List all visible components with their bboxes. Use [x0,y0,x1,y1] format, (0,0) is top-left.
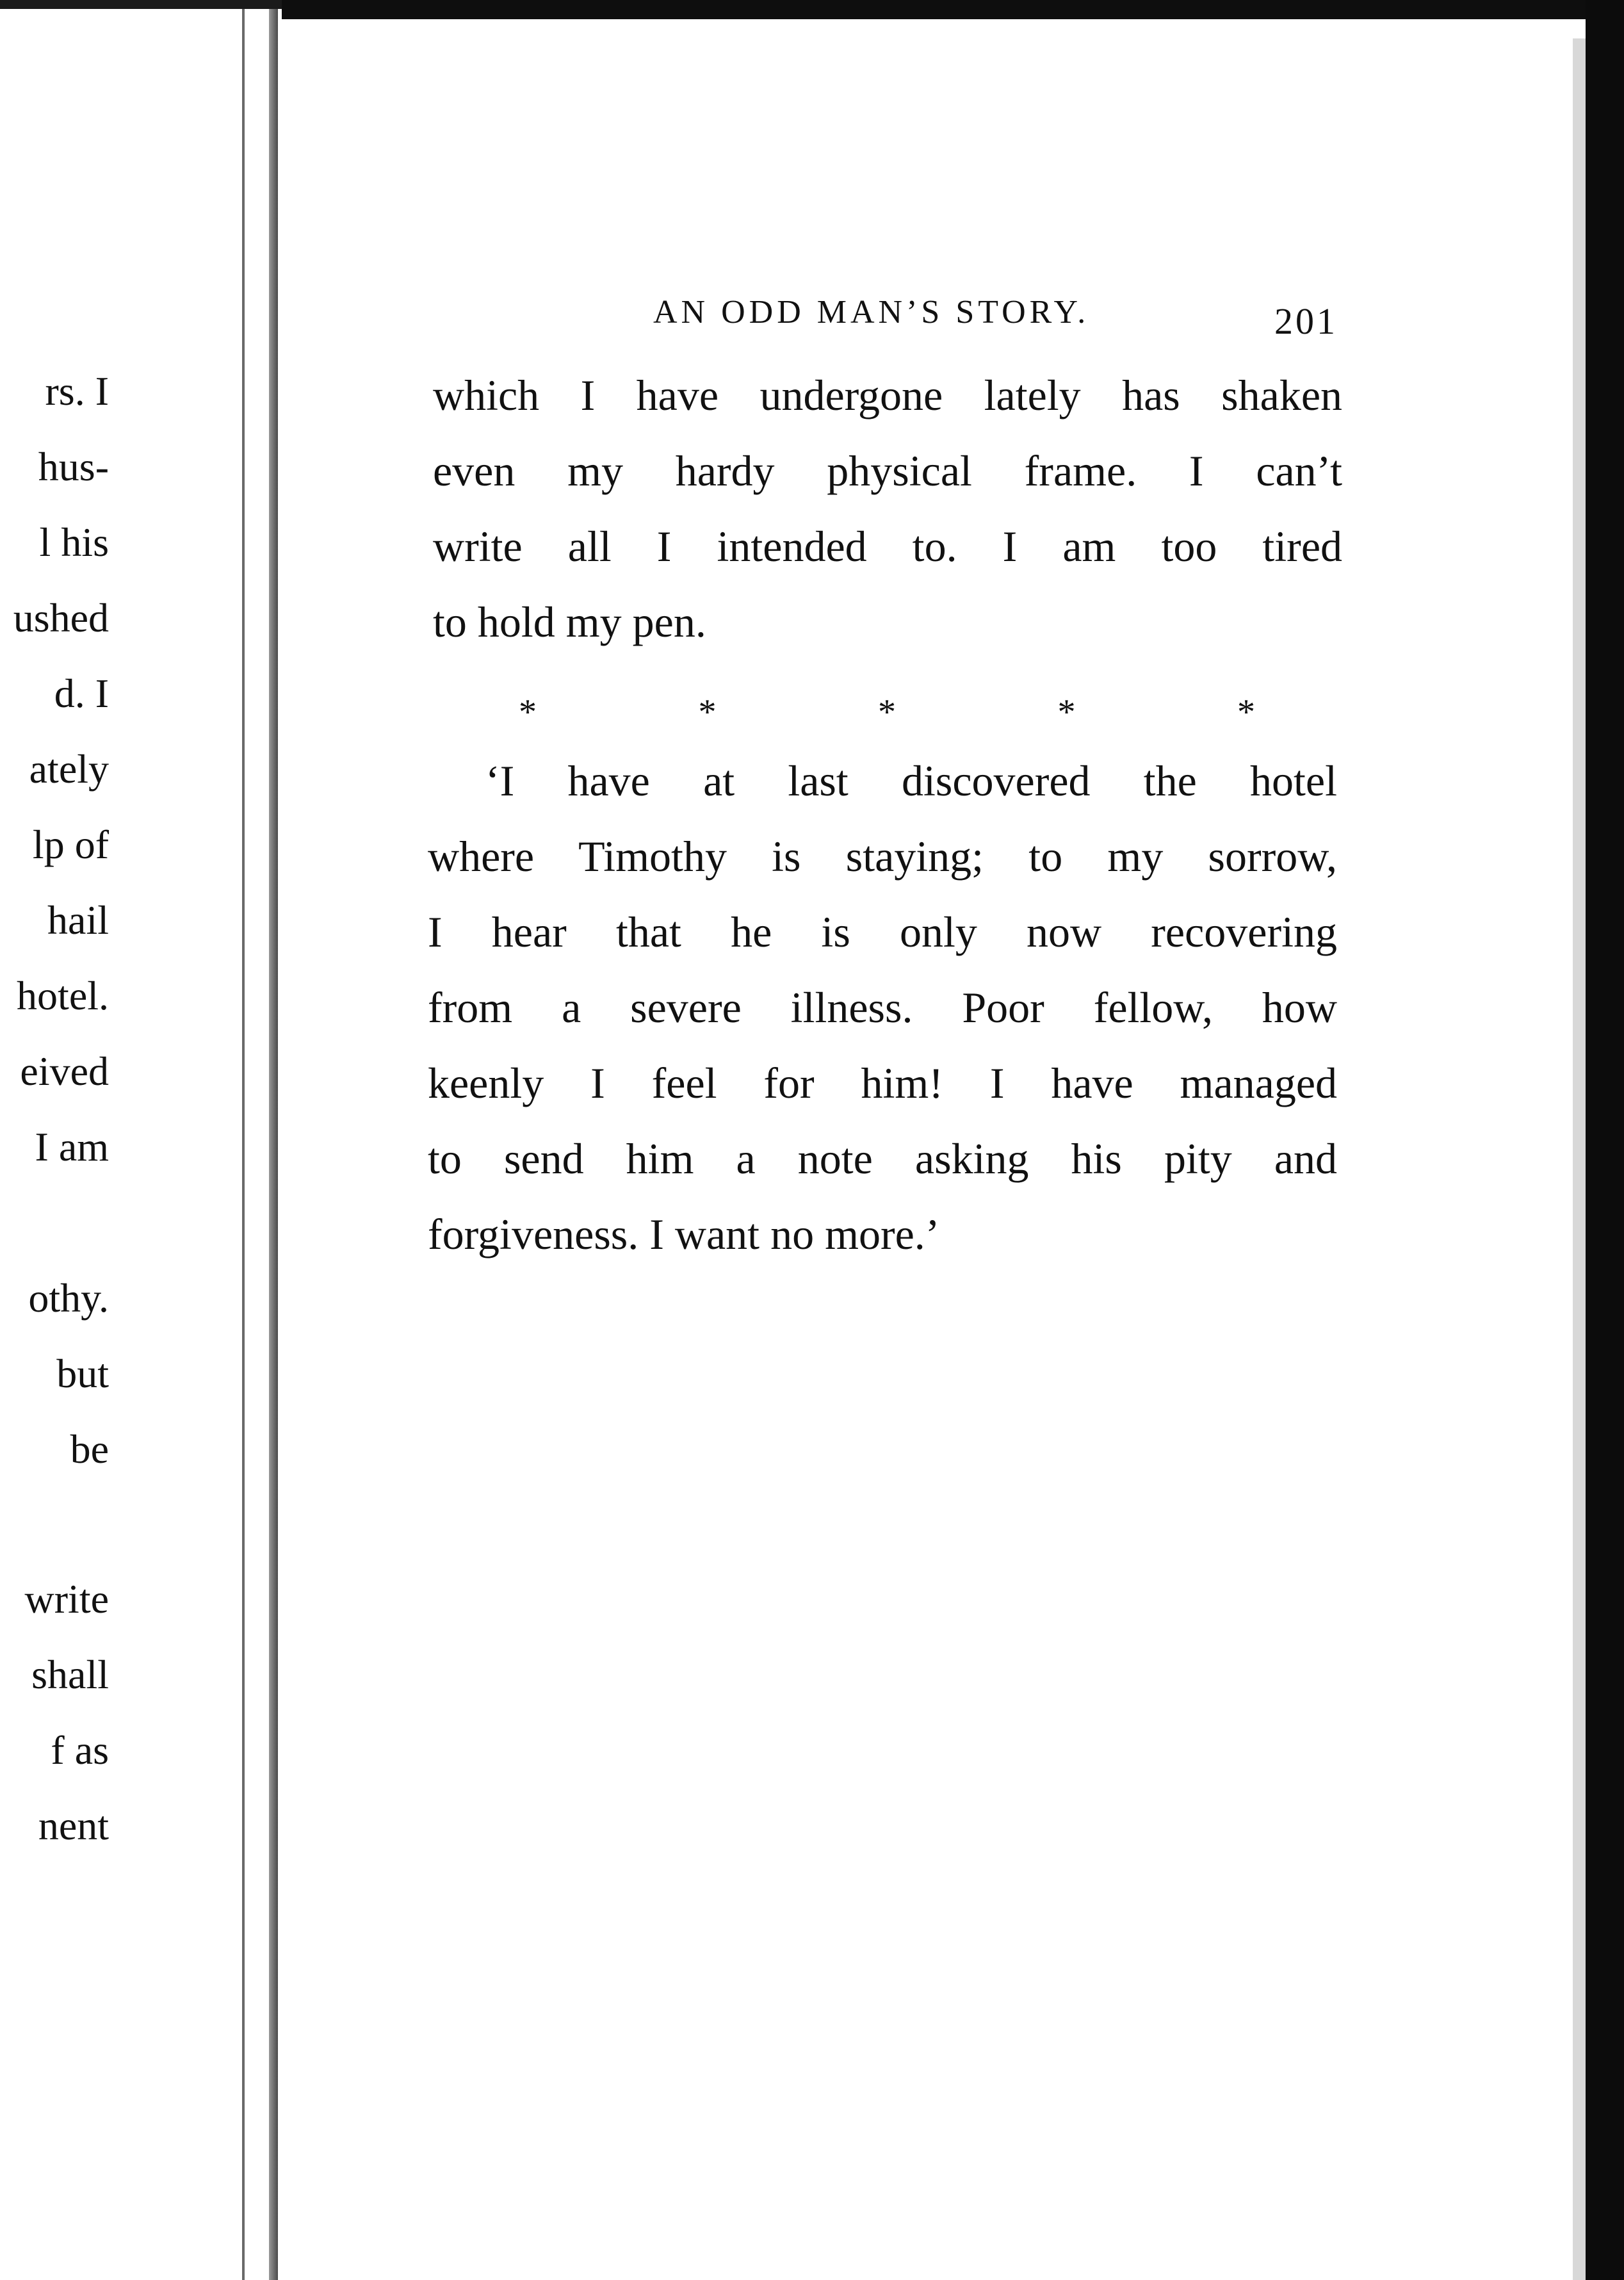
page-edge-shadow [269,9,278,2280]
left-line: eived [20,1048,109,1094]
text-line: I hear that he is only now recovering [428,908,1337,956]
left-line: be [70,1426,109,1472]
asterisk: * [698,692,717,732]
asterisk: * [1057,692,1076,732]
left-line: rs. I [45,368,109,414]
text-line: keenly I feel for him! I have managed [428,1059,1337,1107]
page-number: 201 [1274,300,1338,342]
scan-right-edge [1586,0,1624,2280]
left-line: d. I [54,671,109,716]
asterisk: * [1237,692,1255,732]
text-line: to send him a note asking his pity and [428,1134,1337,1183]
running-head: AN ODD MAN’S STORY. [653,294,1090,330]
page-right-edge [1573,38,1587,2280]
left-line: hail [47,897,109,943]
left-line: othy. [28,1275,109,1321]
left-line: shall [31,1652,109,1697]
gutter-shadow [242,9,245,2280]
text-line: where Timothy is staying; to my sorrow, [428,832,1337,881]
text-line: even my hardy physical frame. I can’t [433,446,1342,495]
text-line: write all I intended to. I am too tired [433,522,1342,571]
left-line: ushed [13,595,109,640]
left-line: ately [29,746,109,792]
left-line: hotel. [17,973,109,1018]
left-line: l his [39,519,109,565]
left-line: lp of [32,822,109,867]
left-line: but [56,1351,109,1396]
asterisk: * [519,692,537,732]
text-line: from a severe illness. Poor fellow, how [428,983,1337,1032]
left-line: f as [51,1727,109,1773]
left-line: nent [38,1803,109,1848]
scan-top-edge [282,0,1624,19]
text-line: forgiveness. I want no more.’ [428,1210,940,1258]
left-line: I am [35,1124,109,1169]
scan-top-edge-left [0,0,282,9]
left-line: write [24,1576,109,1622]
section-break [519,692,1255,733]
text-line: ‘I have at last discovered the hotel [485,756,1337,805]
left-facing-page [0,9,269,2280]
text-line: which I have undergone lately has shaken [433,371,1342,419]
text-line: to hold my pen. [433,598,706,646]
asterisk: * [878,692,896,732]
left-line: hus- [38,444,109,489]
